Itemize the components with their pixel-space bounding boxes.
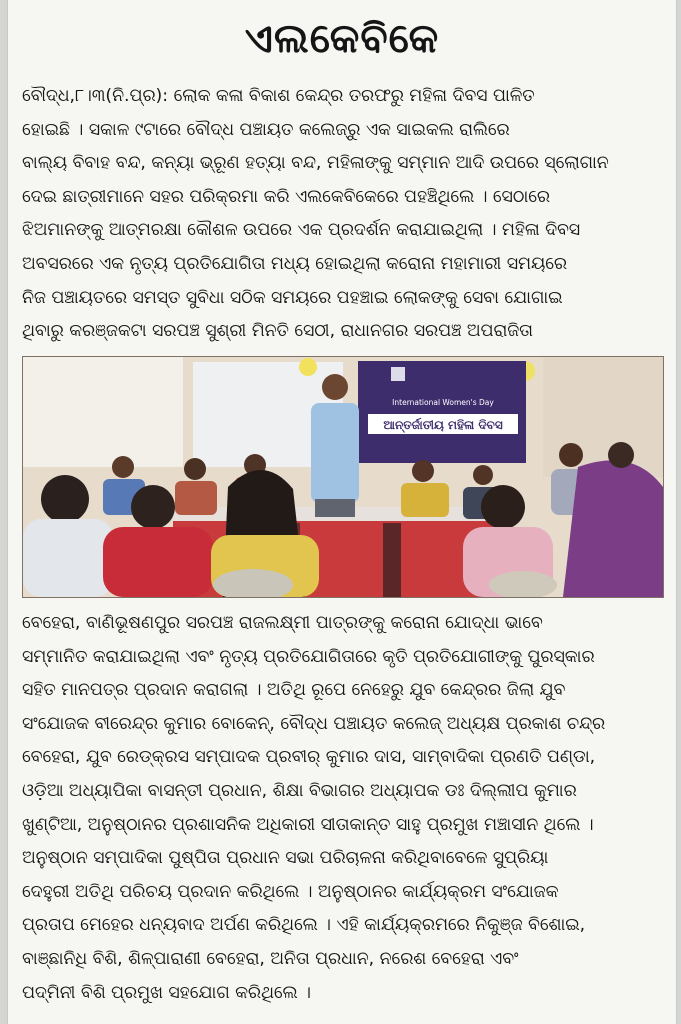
text-line: ବାଲ୍ୟ ବିବାହ ବନ୍ଦ, କନ୍ୟା ଭ୍ରୂଣ ହତ୍ୟା ବନ୍ଦ, ମହିଳାଙ୍କୁ ସମ୍ମାନ ଆଦି ଉପରେ ସ୍ଲୋଗାନ <box>22 153 609 174</box>
article-paragraph-1 <box>22 80 662 349</box>
banner-english: International Women's Day <box>392 398 494 407</box>
text-line: ଥିବାରୁ କରଞ୍ଜକଟା ସରପଞ୍ଚ ସୁଶ୍ରୀ ମିନତି ସେଠୀ, ରାଧାନଗର ସରପଞ୍ଚ ଅପରାଜିତା <box>22 321 533 342</box>
text-line: ଦେହୁରୀ ଅତିଥି ପରିଚୟ ପ୍ରଦାନ କରିଥିଲେ । ଅନୁଷ୍ଠାନର କାର୍ଯ୍ୟକ୍ରମ ସଂଯୋଜକ <box>22 881 559 902</box>
article-paragraph-2 <box>22 607 662 1010</box>
text-line: ଅବସରରେ ଏକ ନୃତ୍ୟ ପ୍ରତିଯୋଗିତା ମଧ୍ୟ ହୋଇଥିଲା କରୋନା ମହାମାରୀ ସମୟରେ <box>22 253 567 274</box>
text-line: ବୌଦ୍ଧ,୮।୩(ନି.ପ୍ର): ଲୋକ କଳା ବିକାଶ କେନ୍ଦ୍ର ତରଫରୁ ମହିଳା ଦିବସ ପାଳିତ <box>22 86 535 106</box>
text-line: ବାଞ୍ଛାନିଧି ବିଶି, ଶିଳ୍ପାରାଣୀ ବେହେରା, ଅନିତା ପ୍ରଧାନ, ନରେଶ ବେହେରା ଏବଂ <box>22 948 519 969</box>
text-line: ହୋଇଛି । ସକାଳ ୯ଟାରେ ବୌଦ୍ଧ ପଞ୍ଚାୟତ କଲେଜ୍‌ରୁ ଏକ ସାଇକଲ ରାଲିରେ <box>22 119 510 140</box>
banner-odia: ଆନ୍ତର୍ଜାତୀୟ ମହିଳା ଦିବସ <box>383 418 503 432</box>
newspaper-clipping <box>8 0 676 1024</box>
text-line: ଅନୁଷ୍ଠାନ ସମ୍ପାଦିକା ପୁଷ୍ପିତା ପ୍ରଧାନ ସଭା ପରିଚାଳନା କରିଥିବାବେଳେ ସୁପ୍ରିୟା <box>22 848 549 869</box>
text-line: ଦେଇ ଛାତ୍ରୀମାନେ ସହର ପରିକ୍ରମା କରି ଏଲକେବିକେରେ ପହଞ୍ଚିଥିଲେ । ସେଠାରେ <box>22 186 551 207</box>
text-line: ବେହେରା, ବାଣିଭୂଷଣପୁର ସରପଞ୍ଚ ରାଜଲକ୍ଷ୍ମୀ ପାତ୍ରଙ୍କୁ କରୋନା ଯୋଦ୍ଧା ଭାବେ <box>22 613 543 633</box>
text-line: ସହିତ ମାନପତ୍ର ପ୍ରଦାନ କରାଗଲା । ଅତିଥି ରୂପେ ନେହେରୁ ଯୁବ କେନ୍ଦ୍ରର ଜିଲା ଯୁବ <box>22 680 566 701</box>
text-line: ପ୍ରତାପ ମେହେର ଧନ୍ୟବାଦ ଅର୍ପଣ କରିଥିଲେ । ଏହି କାର୍ଯ୍ୟକ୍ରମରେ ନିକୁଞ୍ଜ ବିଶୋଇ, <box>22 915 586 936</box>
event-photo <box>22 356 664 598</box>
text-line: ପଦ୍ମିନୀ ବିଶି ପ୍ରମୁଖ ସହଯୋଗ କରିଥିଲେ । <box>22 982 311 1003</box>
text-line: ଖୁଣ୍ଟିଆ, ଅନୁଷ୍ଠାନର ପ୍ରଶାସନିକ ଅଧିକାରୀ ସୀତାକାନ୍ତ ସାହୁ ପ୍ରମୁଖ ମଞ୍ଚାସୀନ ଥିଲେ । <box>22 814 594 835</box>
text-line: ଝିଅମାନଙ୍କୁ ଆତ୍ମରକ୍ଷା କୌଶଳ ଉପରେ ଏକ ପ୍ରଦର୍ଶନ କରାଯାଇଥିଲା । ମହିଳା ଦିବସ <box>22 220 581 241</box>
text-line: ବେହେରା, ଯୁବ ରେଡ୍‌କ୍ରସ ସମ୍ପାଦକ ପ୍ରବୀର୍ କୁମାର ଦାସ, ସାମ୍ବାଦିକା ପ୍ରଣତି ପଣ୍ଡା, <box>22 747 596 768</box>
text-line: ସମ୍ମାନିତ କରାଯାଇଥିଲା ଏବଂ ନୃତ୍ୟ ପ୍ରତିଯୋଗିତାରେ କୃତି ପ୍ରତିଯୋଗୀଙ୍କୁ ପୁରସ୍କାର <box>22 646 595 667</box>
text-line: ନିଜ ପଞ୍ଚାୟତରେ ସମସ୍ତ ସୁବିଧା ସଠିକ ସମୟରେ ପହଞ୍ଚାଇ ଲୋକଙ୍କୁ ସେବା ଯୋଗାଇ <box>22 287 563 308</box>
text-line: ସଂଯୋଜକ ବୀରେନ୍ଦ୍ର କୁମାର ବୋକେନ୍, ବୌଦ୍ଧ ପଞ୍ଚାୟତ କଲେଜ୍ ଅଧ୍ୟକ୍ଷ ପ୍ରକାଶ ଚନ୍ଦ୍ର <box>22 713 606 734</box>
text-line: ଓଡ଼ିଆ ଅଧ୍ୟାପିକା ବାସନ୍ତୀ ପ୍ରଧାନ, ଶିକ୍ଷା ବିଭାଗର ଅଧ୍ୟାପକ ଡଃ ଦିଲ୍ଲୀପ କୁମାର <box>22 780 577 801</box>
headline: ଏଲକେବିକେ <box>244 16 440 62</box>
